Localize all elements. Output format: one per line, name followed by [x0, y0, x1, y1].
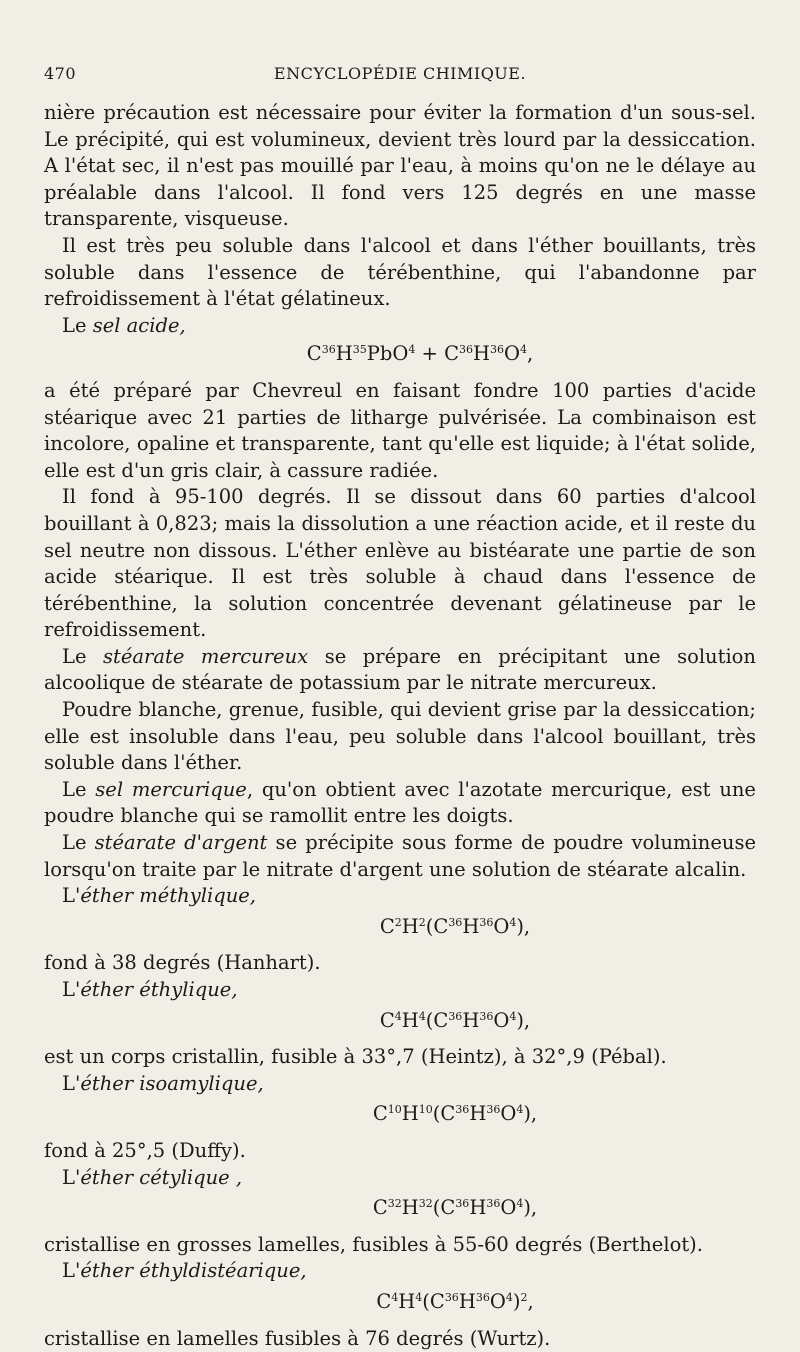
- paragraph: est un corps cristallin, fusible à 33°,7 (Heintz), à 32°,9 (Pébal).: [44, 1045, 667, 1069]
- paragraph: Poudre blanche, grenue, fusible, qui devient grise par la dessiccation; elle est insoluble dans l'eau, peu soluble dans l'alcool bouillant, très soluble dans l'éther.: [44, 698, 756, 775]
- paragraph: Le stéarate mercureux se prépare en précipitant une solution alcoolique de stéarate de potassium par le nitrate mercureux.: [44, 644, 756, 695]
- paragraph: Le sel mercurique, qu'on obtient avec l'azotate mercurique, est une poudre blanche qui se ramollit entre les doigts.: [44, 777, 756, 828]
- formula-cetylique: $C^{32}H^{32}(C^{36}H^{36}O^4)$,: [372, 1196, 538, 1220]
- paragraph: L'éther éthyldistéarique,: [62, 1259, 307, 1283]
- term: stéarate d'argent: [94, 831, 268, 855]
- term: éther éthylique,: [80, 978, 238, 1001]
- formula-methylique: $C^2H^2(C^{36}H^{36}O^4)$,: [379, 914, 531, 938]
- term: éther méthylique,: [80, 884, 257, 908]
- paragraph: cristallise en grosses lamelles, fusibles à 55-60 degrés (Berthelot).: [44, 1232, 703, 1256]
- formula-ethyldistearique: $C^4H^4(C^{36}H^{36}O^4)^2$,: [376, 1289, 534, 1313]
- paragraph: Il est très peu soluble dans l'alcool et dans l'éther bouillants, très soluble dans l'essence de térébenthine, qui l'abandonne par refroidissement à l'état gélatineux.: [44, 233, 756, 311]
- page-number: 470: [44, 64, 77, 83]
- term: éther isoamylique,: [80, 1071, 264, 1095]
- paragraph: fond à 38 degrés (Hanhart).: [44, 951, 321, 975]
- running-title: ENCYCLOPÉDIE CHIMIQUE.: [273, 64, 527, 83]
- paragraph: cristallise en lamelles fusibles à 76 degrés (Wurtz).: [44, 1326, 551, 1350]
- term: sel mercurique: [95, 777, 247, 801]
- term: stéarate mercureux: [103, 644, 309, 668]
- paragraph: nière précaution est nécessaire pour éviter la formation d'un sous-sel. Le précipité, qui est volumineux, devient très lourd par la dessiccation. A l'état sec, il n'est pas mouillé par l'eau, à moins qu'on ne le délaye au préalable dans l'alcool. Il fond vers 125 degrés en une masse transparente, visqueuse.: [44, 101, 756, 231]
- term: sel acide,: [92, 313, 186, 337]
- page-header: [44, 64, 756, 88]
- paragraph: fond à 25°,5 (Duffy).: [44, 1138, 246, 1162]
- formula-isoamylique: $C^{10}H^{10}(C^{36}H^{36}O^4)$,: [372, 1102, 538, 1126]
- paragraph: L'éther isoamylique,: [62, 1071, 264, 1095]
- formula-ethylique: $C^4H^4(C^{36}H^{36}O^4)$,: [379, 1008, 531, 1032]
- formula-sel-acide: $C^{36}H^{35}PbO^4 + C^{36}H^{36}O^4$,: [306, 342, 534, 366]
- paragraph: L'éther éthylique,: [62, 978, 238, 1001]
- paragraph: a été préparé par Chevreul en faisant fondre 100 parties d'acide stéarique avec 21 parties de litharge pulvérisée. La combinaison est incolore, opaline et transparente, tant qu'elle est liquide; à l'état solide, elle est d'un gris clair, à cassure radiée.: [44, 378, 756, 482]
- paragraph: Le stéarate d'argent se précipite sous forme de poudre volumineuse lorsqu'on traite par le nitrate d'argent une solution de stéarate alcalin.: [44, 831, 756, 881]
- term: éther éthyldistéarique,: [80, 1259, 307, 1283]
- paragraph: L'éther méthylique,: [62, 884, 257, 908]
- paragraph: Il fond à 95-100 degrés. Il se dissout dans 60 parties d'alcool bouillant à 0,823; mais la dissolution a une réaction acide, et il reste du sel neutre non dissous. L'éther enlève au bistéarate une partie de son acide stéarique. Il est très soluble à chaud dans l'essence de térébenthine, la solution concentrée devenant gélatineuse par le refroidissement.: [44, 485, 756, 642]
- paragraph: Le sel acide,: [62, 313, 186, 337]
- body-text: [44, 100, 756, 1352]
- term: éther cétylique ,: [80, 1165, 243, 1189]
- paragraph: L'éther cétylique ,: [62, 1165, 243, 1189]
